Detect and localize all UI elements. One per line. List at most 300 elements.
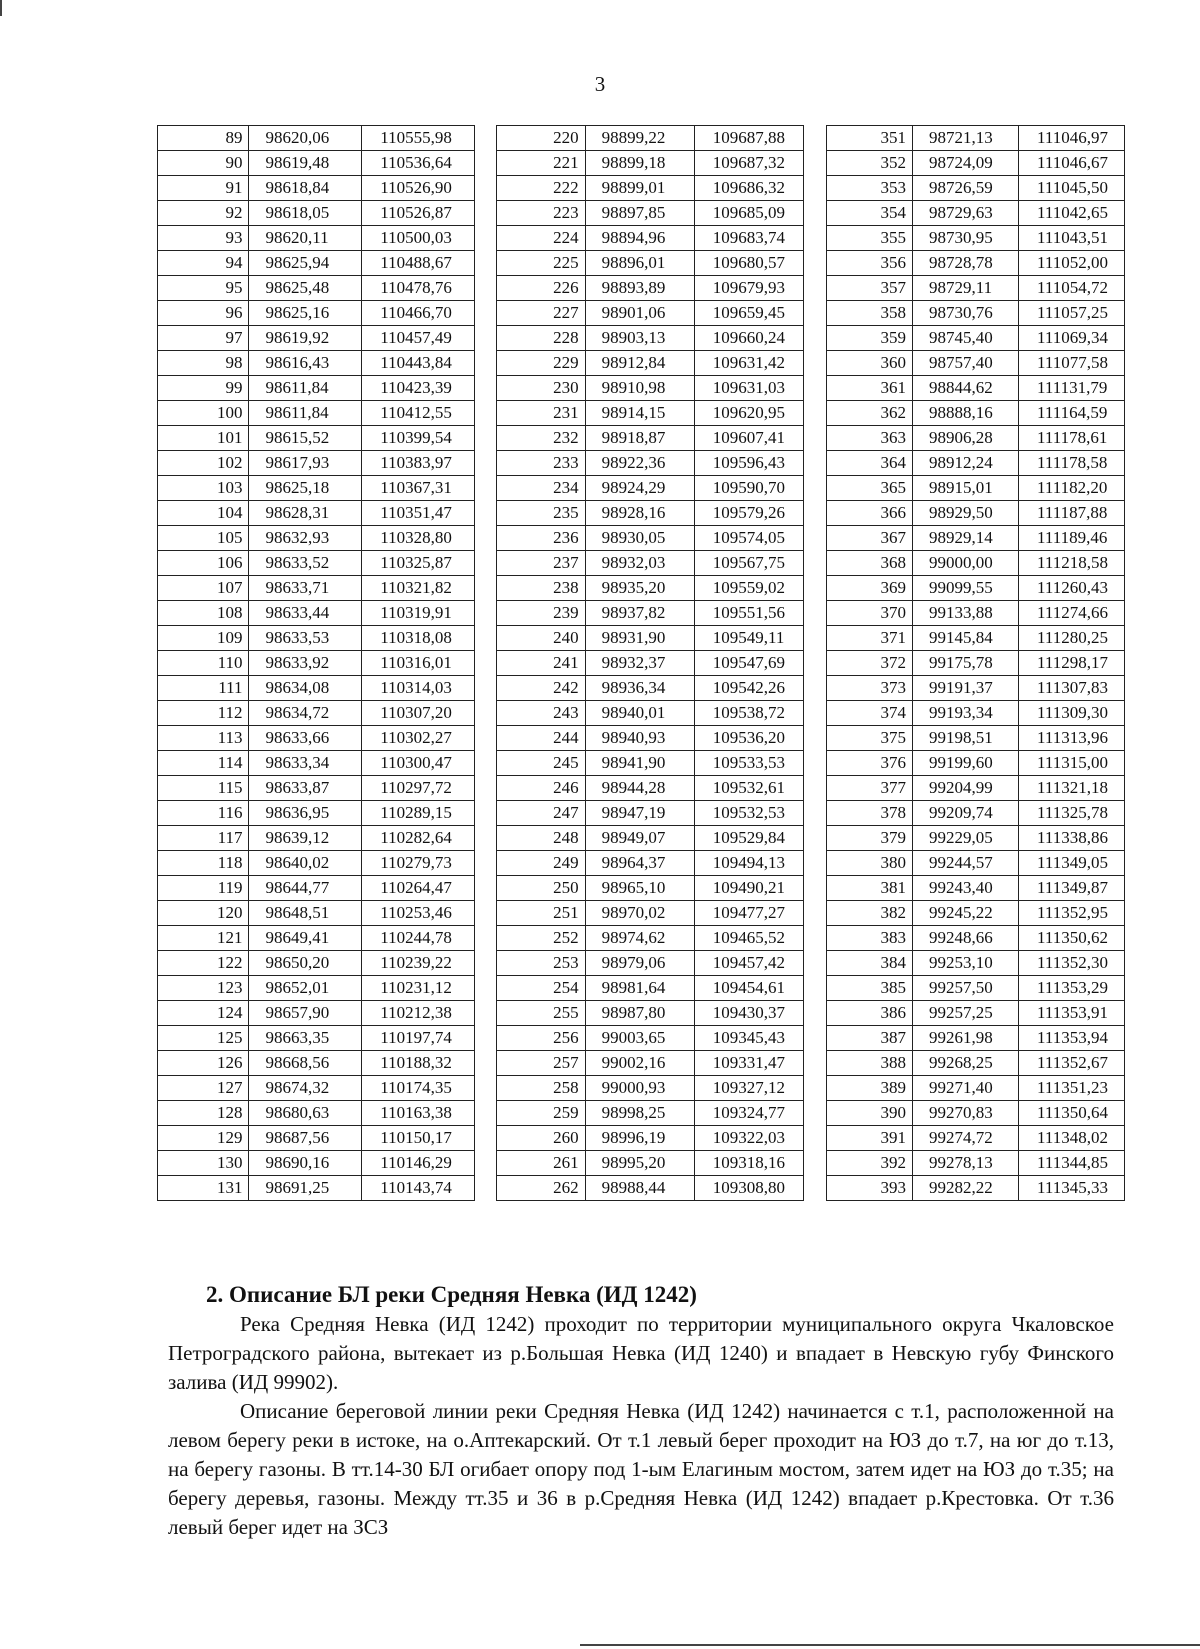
- x-coordinate-cell: 99099,55: [913, 576, 1019, 601]
- y-coordinate-cell: 110282,64: [362, 826, 475, 851]
- table-row: [497, 1101, 804, 1126]
- x-coordinate-cell: 98940,93: [585, 726, 694, 751]
- table-row: [497, 1026, 804, 1051]
- x-coordinate-cell: 98617,93: [249, 451, 362, 476]
- table-row: [497, 651, 804, 676]
- point-number-cell: 227: [497, 301, 586, 326]
- table-row: [158, 551, 475, 576]
- table-row: [827, 226, 1125, 251]
- table-row: [158, 226, 475, 251]
- x-coordinate-cell: 98981,64: [585, 976, 694, 1001]
- point-number-cell: 355: [827, 226, 913, 251]
- point-number-cell: 122: [158, 951, 249, 976]
- y-coordinate-cell: 110253,46: [362, 901, 475, 926]
- x-coordinate-cell: 98680,63: [249, 1101, 362, 1126]
- x-coordinate-cell: 98910,98: [585, 376, 694, 401]
- table-row: [158, 1101, 475, 1126]
- x-coordinate-cell: 98944,28: [585, 776, 694, 801]
- x-coordinate-cell: 99257,50: [913, 976, 1019, 1001]
- x-coordinate-cell: 99229,05: [913, 826, 1019, 851]
- y-coordinate-cell: 111046,67: [1019, 151, 1125, 176]
- y-coordinate-cell: 111307,83: [1019, 676, 1125, 701]
- x-coordinate-cell: 98965,10: [585, 876, 694, 901]
- point-number-cell: 116: [158, 801, 249, 826]
- y-coordinate-cell: 110319,91: [362, 601, 475, 626]
- point-number-cell: 105: [158, 526, 249, 551]
- y-coordinate-cell: 111351,23: [1019, 1076, 1125, 1101]
- y-coordinate-cell: 111042,65: [1019, 201, 1125, 226]
- table-row: [497, 1051, 804, 1076]
- table-row: [158, 751, 475, 776]
- x-coordinate-cell: 98644,77: [249, 876, 362, 901]
- y-coordinate-cell: 110478,76: [362, 276, 475, 301]
- y-coordinate-cell: 111309,30: [1019, 701, 1125, 726]
- x-coordinate-cell: 98625,94: [249, 251, 362, 276]
- y-coordinate-cell: 111350,64: [1019, 1101, 1125, 1126]
- river-description-section: [168, 1280, 1114, 1542]
- x-coordinate-cell: 98915,01: [913, 476, 1019, 501]
- table-row: [158, 1176, 475, 1201]
- x-coordinate-cell: 99000,00: [913, 551, 1019, 576]
- y-coordinate-cell: 110300,47: [362, 751, 475, 776]
- point-number-cell: 119: [158, 876, 249, 901]
- table-row: [497, 876, 804, 901]
- point-number-cell: 383: [827, 926, 913, 951]
- table-row: [158, 1026, 475, 1051]
- x-coordinate-cell: 98935,20: [585, 576, 694, 601]
- y-coordinate-cell: 110321,82: [362, 576, 475, 601]
- point-number-cell: 251: [497, 901, 586, 926]
- y-coordinate-cell: 110150,17: [362, 1126, 475, 1151]
- point-number-cell: 378: [827, 801, 913, 826]
- x-coordinate-cell: 98633,34: [249, 751, 362, 776]
- x-coordinate-cell: 98625,48: [249, 276, 362, 301]
- table-row: [158, 376, 475, 401]
- x-coordinate-cell: 99199,60: [913, 751, 1019, 776]
- x-coordinate-cell: 98721,13: [913, 126, 1019, 151]
- point-number-cell: 354: [827, 201, 913, 226]
- x-coordinate-cell: 98899,22: [585, 126, 694, 151]
- x-coordinate-cell: 99244,57: [913, 851, 1019, 876]
- y-coordinate-cell: 109542,26: [694, 676, 803, 701]
- y-coordinate-cell: 109631,42: [694, 351, 803, 376]
- x-coordinate-cell: 98616,43: [249, 351, 362, 376]
- point-number-cell: 249: [497, 851, 586, 876]
- table-row: [827, 826, 1125, 851]
- x-coordinate-cell: 98668,56: [249, 1051, 362, 1076]
- point-number-cell: 243: [497, 701, 586, 726]
- point-number-cell: 376: [827, 751, 913, 776]
- point-number-cell: 370: [827, 601, 913, 626]
- point-number-cell: 250: [497, 876, 586, 901]
- y-coordinate-cell: 109465,52: [694, 926, 803, 951]
- y-coordinate-cell: 109430,37: [694, 1001, 803, 1026]
- y-coordinate-cell: 109607,41: [694, 426, 803, 451]
- table-row: [158, 1076, 475, 1101]
- x-coordinate-cell: 98903,13: [585, 326, 694, 351]
- point-number-cell: 121: [158, 926, 249, 951]
- x-coordinate-cell: 98937,82: [585, 601, 694, 626]
- y-coordinate-cell: 111353,94: [1019, 1026, 1125, 1051]
- point-number-cell: 366: [827, 501, 913, 526]
- x-coordinate-cell: 99274,72: [913, 1126, 1019, 1151]
- y-coordinate-cell: 111321,18: [1019, 776, 1125, 801]
- x-coordinate-cell: 98633,44: [249, 601, 362, 626]
- point-number-cell: 362: [827, 401, 913, 426]
- point-number-cell: 89: [158, 126, 249, 151]
- y-coordinate-cell: 109620,95: [694, 401, 803, 426]
- table-row: [827, 851, 1125, 876]
- table-row: [827, 726, 1125, 751]
- y-coordinate-cell: 110197,74: [362, 1026, 475, 1051]
- table-row: [497, 851, 804, 876]
- point-number-cell: 224: [497, 226, 586, 251]
- table-row: [827, 1001, 1125, 1026]
- y-coordinate-cell: 110297,72: [362, 776, 475, 801]
- table-row: [158, 476, 475, 501]
- y-coordinate-cell: 110412,55: [362, 401, 475, 426]
- y-coordinate-cell: 111325,78: [1019, 801, 1125, 826]
- x-coordinate-cell: 99253,10: [913, 951, 1019, 976]
- table-row: [158, 176, 475, 201]
- y-coordinate-cell: 110443,84: [362, 351, 475, 376]
- x-coordinate-cell: 98932,37: [585, 651, 694, 676]
- x-coordinate-cell: 98995,20: [585, 1151, 694, 1176]
- point-number-cell: 252: [497, 926, 586, 951]
- table-row: [158, 401, 475, 426]
- y-coordinate-cell: 110231,12: [362, 976, 475, 1001]
- x-coordinate-cell: 98936,34: [585, 676, 694, 701]
- x-coordinate-cell: 98930,05: [585, 526, 694, 551]
- table-row: [827, 151, 1125, 176]
- point-number-cell: 392: [827, 1151, 913, 1176]
- table-row: [158, 726, 475, 751]
- y-coordinate-cell: 111349,05: [1019, 851, 1125, 876]
- point-number-cell: 106: [158, 551, 249, 576]
- table-row: [158, 301, 475, 326]
- point-number-cell: 99: [158, 376, 249, 401]
- point-number-cell: 356: [827, 251, 913, 276]
- y-coordinate-cell: 110174,35: [362, 1076, 475, 1101]
- x-coordinate-cell: 98633,52: [249, 551, 362, 576]
- table-row: [497, 701, 804, 726]
- x-coordinate-cell: 98931,90: [585, 626, 694, 651]
- y-coordinate-cell: 111345,33: [1019, 1176, 1125, 1201]
- point-number-cell: 351: [827, 126, 913, 151]
- y-coordinate-cell: 109659,45: [694, 301, 803, 326]
- x-coordinate-cell: 98998,25: [585, 1101, 694, 1126]
- point-number-cell: 247: [497, 801, 586, 826]
- point-number-cell: 262: [497, 1176, 586, 1201]
- y-coordinate-cell: 110302,27: [362, 726, 475, 751]
- x-coordinate-cell: 98970,02: [585, 901, 694, 926]
- point-number-cell: 360: [827, 351, 913, 376]
- x-coordinate-cell: 98628,31: [249, 501, 362, 526]
- y-coordinate-cell: 111352,67: [1019, 1051, 1125, 1076]
- table-row: [497, 1126, 804, 1151]
- y-coordinate-cell: 110279,73: [362, 851, 475, 876]
- y-coordinate-cell: 111043,51: [1019, 226, 1125, 251]
- y-coordinate-cell: 110307,20: [362, 701, 475, 726]
- table-row: [827, 776, 1125, 801]
- y-coordinate-cell: 109477,27: [694, 901, 803, 926]
- y-coordinate-cell: 109490,21: [694, 876, 803, 901]
- y-coordinate-cell: 111131,79: [1019, 376, 1125, 401]
- table-row: [158, 451, 475, 476]
- point-number-cell: 123: [158, 976, 249, 1001]
- x-coordinate-cell: 99245,22: [913, 901, 1019, 926]
- y-coordinate-cell: 110457,49: [362, 326, 475, 351]
- table-row: [158, 676, 475, 701]
- table-row: [158, 501, 475, 526]
- y-coordinate-cell: 109331,47: [694, 1051, 803, 1076]
- x-coordinate-cell: 98906,28: [913, 426, 1019, 451]
- x-coordinate-cell: 98947,19: [585, 801, 694, 826]
- point-number-cell: 130: [158, 1151, 249, 1176]
- point-number-cell: 113: [158, 726, 249, 751]
- x-coordinate-cell: 98726,59: [913, 176, 1019, 201]
- y-coordinate-cell: 110314,03: [362, 676, 475, 701]
- x-coordinate-cell: 98652,01: [249, 976, 362, 1001]
- point-number-cell: 246: [497, 776, 586, 801]
- y-coordinate-cell: 109322,03: [694, 1126, 803, 1151]
- y-coordinate-cell: 109324,77: [694, 1101, 803, 1126]
- point-number-cell: 107: [158, 576, 249, 601]
- table-row: [497, 601, 804, 626]
- x-coordinate-cell: 98620,11: [249, 226, 362, 251]
- point-number-cell: 104: [158, 501, 249, 526]
- y-coordinate-cell: 109660,24: [694, 326, 803, 351]
- table-row: [497, 276, 804, 301]
- table-row: [497, 801, 804, 826]
- x-coordinate-cell: 99243,40: [913, 876, 1019, 901]
- point-number-cell: 361: [827, 376, 913, 401]
- y-coordinate-cell: 110488,67: [362, 251, 475, 276]
- x-coordinate-cell: 99175,78: [913, 651, 1019, 676]
- x-coordinate-cell: 98929,50: [913, 501, 1019, 526]
- x-coordinate-cell: 98940,01: [585, 701, 694, 726]
- table-row: [827, 626, 1125, 651]
- table-row: [497, 176, 804, 201]
- y-coordinate-cell: 111338,86: [1019, 826, 1125, 851]
- y-coordinate-cell: 109308,80: [694, 1176, 803, 1201]
- point-number-cell: 103: [158, 476, 249, 501]
- y-coordinate-cell: 110212,38: [362, 1001, 475, 1026]
- y-coordinate-cell: 111315,00: [1019, 751, 1125, 776]
- y-coordinate-cell: 111057,25: [1019, 301, 1125, 326]
- point-number-cell: 384: [827, 951, 913, 976]
- y-coordinate-cell: 110188,32: [362, 1051, 475, 1076]
- point-number-cell: 232: [497, 426, 586, 451]
- y-coordinate-cell: 110383,97: [362, 451, 475, 476]
- point-number-cell: 385: [827, 976, 913, 1001]
- table-row: [158, 601, 475, 626]
- x-coordinate-cell: 99257,25: [913, 1001, 1019, 1026]
- x-coordinate-cell: 98611,84: [249, 401, 362, 426]
- y-coordinate-cell: 109686,32: [694, 176, 803, 201]
- point-number-cell: 241: [497, 651, 586, 676]
- x-coordinate-cell: 98619,92: [249, 326, 362, 351]
- x-coordinate-cell: 98941,90: [585, 751, 694, 776]
- x-coordinate-cell: 98663,35: [249, 1026, 362, 1051]
- table-row: [497, 1176, 804, 1201]
- table-row: [827, 1126, 1125, 1151]
- x-coordinate-cell: 98932,03: [585, 551, 694, 576]
- table-row: [497, 676, 804, 701]
- x-coordinate-cell: 98929,14: [913, 526, 1019, 551]
- point-number-cell: 229: [497, 351, 586, 376]
- point-number-cell: 225: [497, 251, 586, 276]
- table-row: [158, 1001, 475, 1026]
- y-coordinate-cell: 111298,17: [1019, 651, 1125, 676]
- x-coordinate-cell: 98922,36: [585, 451, 694, 476]
- point-number-cell: 368: [827, 551, 913, 576]
- x-coordinate-cell: 98633,53: [249, 626, 362, 651]
- y-coordinate-cell: 110289,15: [362, 801, 475, 826]
- table-row: [827, 951, 1125, 976]
- y-coordinate-cell: 109683,74: [694, 226, 803, 251]
- y-coordinate-cell: 109454,61: [694, 976, 803, 1001]
- table-row: [497, 426, 804, 451]
- point-number-cell: 390: [827, 1101, 913, 1126]
- point-number-cell: 244: [497, 726, 586, 751]
- point-number-cell: 96: [158, 301, 249, 326]
- point-number-cell: 100: [158, 401, 249, 426]
- point-number-cell: 372: [827, 651, 913, 676]
- table-row: [158, 576, 475, 601]
- table-row: [497, 751, 804, 776]
- x-coordinate-cell: 98897,85: [585, 201, 694, 226]
- table-row: [158, 126, 475, 151]
- x-coordinate-cell: 98636,95: [249, 801, 362, 826]
- y-coordinate-cell: 111260,43: [1019, 576, 1125, 601]
- point-number-cell: 253: [497, 951, 586, 976]
- x-coordinate-cell: 98633,92: [249, 651, 362, 676]
- table-row: [497, 626, 804, 651]
- point-number-cell: 234: [497, 476, 586, 501]
- point-number-cell: 258: [497, 1076, 586, 1101]
- table-row: [158, 951, 475, 976]
- x-coordinate-cell: 98640,02: [249, 851, 362, 876]
- point-number-cell: 117: [158, 826, 249, 851]
- point-number-cell: 261: [497, 1151, 586, 1176]
- point-number-cell: 389: [827, 1076, 913, 1101]
- table-row: [158, 651, 475, 676]
- table-row: [497, 726, 804, 751]
- x-coordinate-cell: 98634,72: [249, 701, 362, 726]
- point-number-cell: 363: [827, 426, 913, 451]
- table-row: [497, 451, 804, 476]
- y-coordinate-cell: 110526,87: [362, 201, 475, 226]
- x-coordinate-cell: 98894,96: [585, 226, 694, 251]
- table-row: [158, 151, 475, 176]
- table-row: [497, 901, 804, 926]
- table-row: [158, 1051, 475, 1076]
- y-coordinate-cell: 110500,03: [362, 226, 475, 251]
- x-coordinate-cell: 98634,08: [249, 676, 362, 701]
- x-coordinate-cell: 98657,90: [249, 1001, 362, 1026]
- point-number-cell: 239: [497, 601, 586, 626]
- point-number-cell: 236: [497, 526, 586, 551]
- table-row: [827, 901, 1125, 926]
- table-row: [827, 526, 1125, 551]
- scan-edge-mark: [0, 0, 2, 16]
- point-number-cell: 131: [158, 1176, 249, 1201]
- point-number-cell: 386: [827, 1001, 913, 1026]
- table-row: [827, 176, 1125, 201]
- y-coordinate-cell: 109596,43: [694, 451, 803, 476]
- table-row: [158, 201, 475, 226]
- y-coordinate-cell: 109457,42: [694, 951, 803, 976]
- y-coordinate-cell: 109680,57: [694, 251, 803, 276]
- point-number-cell: 240: [497, 626, 586, 651]
- point-number-cell: 375: [827, 726, 913, 751]
- x-coordinate-cell: 98893,89: [585, 276, 694, 301]
- table-row: [827, 426, 1125, 451]
- table-row: [158, 801, 475, 826]
- x-coordinate-cell: 99000,93: [585, 1076, 694, 1101]
- point-number-cell: 226: [497, 276, 586, 301]
- y-coordinate-cell: 110328,80: [362, 526, 475, 551]
- table-row: [158, 526, 475, 551]
- point-number-cell: 118: [158, 851, 249, 876]
- table-row: [827, 576, 1125, 601]
- x-coordinate-cell: 98899,01: [585, 176, 694, 201]
- table-row: [827, 1151, 1125, 1176]
- table-row: [827, 651, 1125, 676]
- x-coordinate-cell: 99268,25: [913, 1051, 1019, 1076]
- x-coordinate-cell: 99198,51: [913, 726, 1019, 751]
- x-coordinate-cell: 98924,29: [585, 476, 694, 501]
- y-coordinate-cell: 111164,59: [1019, 401, 1125, 426]
- point-number-cell: 115: [158, 776, 249, 801]
- point-number-cell: 382: [827, 901, 913, 926]
- y-coordinate-cell: 109538,72: [694, 701, 803, 726]
- table-row: [158, 1151, 475, 1176]
- point-number-cell: 228: [497, 326, 586, 351]
- y-coordinate-cell: 111069,34: [1019, 326, 1125, 351]
- x-coordinate-cell: 98633,71: [249, 576, 362, 601]
- point-number-cell: 388: [827, 1051, 913, 1076]
- x-coordinate-cell: 99209,74: [913, 801, 1019, 826]
- point-number-cell: 369: [827, 576, 913, 601]
- x-coordinate-cell: 99003,65: [585, 1026, 694, 1051]
- x-coordinate-cell: 98844,62: [913, 376, 1019, 401]
- x-coordinate-cell: 98914,15: [585, 401, 694, 426]
- x-coordinate-cell: 98979,06: [585, 951, 694, 976]
- point-number-cell: 97: [158, 326, 249, 351]
- x-coordinate-cell: 99204,99: [913, 776, 1019, 801]
- x-coordinate-cell: 99270,83: [913, 1101, 1019, 1126]
- table-row: [827, 926, 1125, 951]
- table-row: [827, 801, 1125, 826]
- x-coordinate-cell: 98633,66: [249, 726, 362, 751]
- x-coordinate-cell: 98888,16: [913, 401, 1019, 426]
- y-coordinate-cell: 109547,69: [694, 651, 803, 676]
- y-coordinate-cell: 111054,72: [1019, 276, 1125, 301]
- table-row: [497, 951, 804, 976]
- y-coordinate-cell: 110239,22: [362, 951, 475, 976]
- x-coordinate-cell: 98687,56: [249, 1126, 362, 1151]
- x-coordinate-cell: 99261,98: [913, 1026, 1019, 1051]
- point-number-cell: 230: [497, 376, 586, 401]
- x-coordinate-cell: 98625,18: [249, 476, 362, 501]
- x-coordinate-cell: 98899,18: [585, 151, 694, 176]
- x-coordinate-cell: 98648,51: [249, 901, 362, 926]
- x-coordinate-cell: 98912,84: [585, 351, 694, 376]
- table-row: [827, 326, 1125, 351]
- point-number-cell: 120: [158, 901, 249, 926]
